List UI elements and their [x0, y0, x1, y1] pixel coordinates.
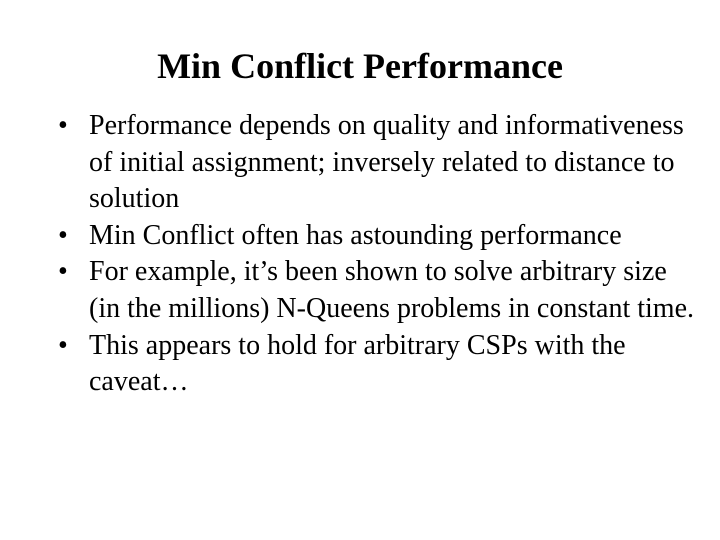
bullet-dot-icon: • — [58, 110, 68, 141]
bullet-dot-icon: • — [58, 219, 68, 251]
bullet-text: Min Conflict often has astounding performance — [89, 219, 622, 251]
bullet-text: For example, it’s been shown to solve arbitrary size (in the millions) N-Queens problems in constant time. — [89, 256, 695, 324]
bullet-item — [58, 254, 698, 327]
bullet-text: Performance depends on quality and informativeness of initial assignment; inversely related to distance to solution — [89, 110, 684, 215]
bullet-item — [58, 328, 698, 401]
bullet-item — [58, 218, 698, 255]
bullet-list — [58, 108, 698, 401]
bullet-dot-icon: • — [58, 329, 68, 361]
bullet-text: This appears to hold for arbitrary CSPs with the caveat… — [89, 329, 626, 398]
bullet-dot-icon: • — [58, 256, 68, 288]
slide-title: Min Conflict Performance — [157, 46, 563, 86]
bullet-item — [58, 108, 698, 218]
